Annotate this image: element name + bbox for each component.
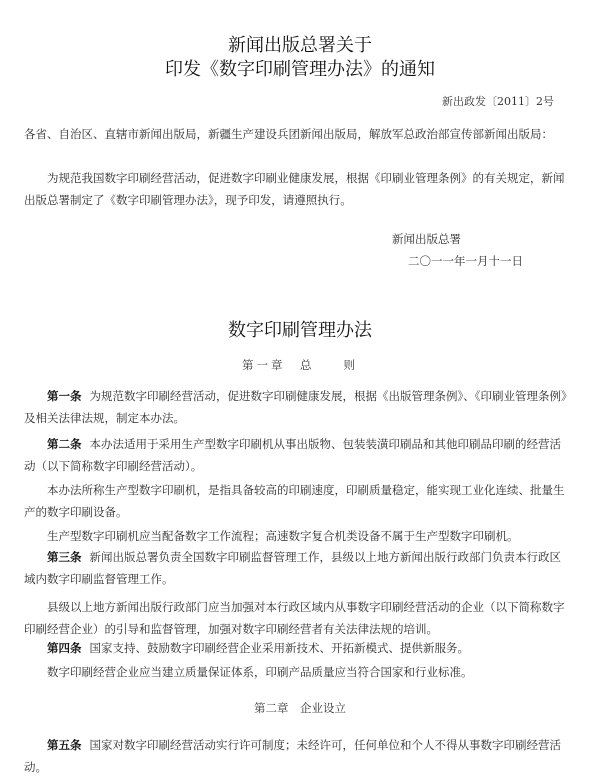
article-paragraph (24, 385, 572, 429)
article-text: 为规范数字印刷经营活动，促进数字印刷健康发展，根据《出版管理条例》、《印刷业管理条例》及相关法律法规，制定本办法。 (24, 389, 567, 425)
notice-title-line2: 印发《数字印刷管理办法》的通知 (165, 59, 435, 80)
chapter-heading: 第一章 总 则 (242, 358, 358, 372)
article-paragraph: 生产型数字印刷机应当配备数字工作流程；高速数字复合机类设备不属于生产型数字印刷机。 (47, 529, 519, 543)
article-paragraph: 县级以上地方新闻出版行政部门应当加强对本行政区域内从事数字印刷经营活动的企业（以下简称数字印刷经营企业）的引导和监督管理，加强对数字印刷经营者有关法律法规的培训。 (24, 600, 565, 636)
article-text: 新闻出版总署负责全国数字印刷监督管理工作，县级以上地方新闻出版行政部门负责本行政区域内数字印刷监督管理工作。 (24, 550, 561, 586)
notice-title-line1: 新闻出版总署关于 (228, 35, 372, 56)
notice-date: 二〇一一年一月十一日 (408, 254, 523, 268)
article-label: 第四条 (47, 641, 82, 655)
article-paragraph: 数字印刷经营企业应当建立质量保证体系，印刷产品质量应当符合国家和行业标准。 (47, 665, 473, 679)
article-text: 国家对数字印刷经营活动实行许可制度；未经许可，任何单位和个人不得从事数字印刷经营活动。 (24, 738, 561, 774)
article-text: 国家支持、鼓励数字印刷经营企业采用新技术、开拓新模式、提供新服务。 (89, 641, 469, 655)
chapter-heading: 第二章 企业设立 (254, 701, 346, 715)
document-number: 新出政发〔2011〕2号 (442, 95, 554, 108)
article-label: 第二条 (47, 437, 82, 451)
article-paragraph (24, 734, 572, 778)
notice-signature: 新闻出版总署 (392, 232, 461, 246)
regulation-title: 数字印刷管理办法 (228, 320, 372, 341)
notice-body: 为规范我国数字印刷经营活动，促进数字印刷业健康发展，根据《印刷业管理条例》的有关规定，新闻出版总署制定了《数字印刷管理办法》，现予印发，请遵照执行。 (24, 171, 565, 207)
article-text: 本办法适用于采用生产型数字印刷机从事出版物、包装装潢印刷品和其他印刷品印刷的经营活动（以下简称数字印刷经营活动）。 (24, 437, 561, 473)
article-label: 第三条 (47, 550, 82, 564)
article-paragraph (24, 637, 572, 659)
article-paragraph (24, 546, 572, 590)
article-label: 第一条 (47, 389, 82, 403)
notice-recipients: 各省、自治区、直辖市新闻出版局，新疆生产建设兵团新闻出版局，解放军总政治部宣传部新闻出版局： (24, 127, 553, 141)
article-paragraph (24, 433, 572, 477)
article-paragraph: 本办法所称生产型数字印刷机，是指具备较高的印刷速度，印刷质量稳定，能实现工业化连续、批量生产的数字印刷设备。 (24, 483, 565, 519)
article-label: 第五条 (47, 738, 82, 752)
